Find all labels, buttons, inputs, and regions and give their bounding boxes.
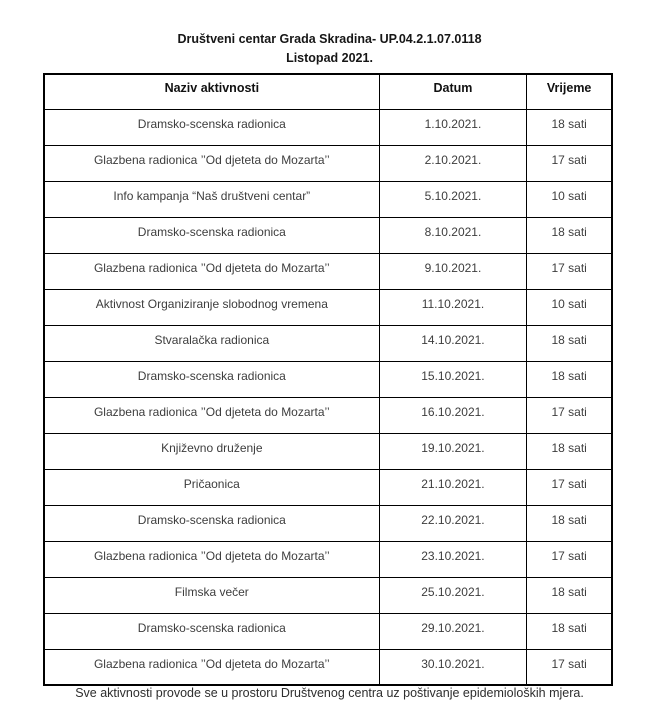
table-body bbox=[44, 109, 612, 685]
date-cell: 30.10.2021. bbox=[379, 649, 527, 685]
time-cell: 18 sati bbox=[527, 361, 612, 397]
activity-cell: Filmska večer bbox=[44, 577, 379, 613]
column-header-activity: Naziv aktivnosti bbox=[44, 74, 379, 109]
table-row bbox=[44, 109, 612, 145]
date-cell: 21.10.2021. bbox=[379, 469, 527, 505]
table-row bbox=[44, 541, 612, 577]
table-row bbox=[44, 469, 612, 505]
date-cell: 16.10.2021. bbox=[379, 397, 527, 433]
activity-cell: Glazbena radionica ’’Od djeteta do Mozarta’’ bbox=[44, 541, 379, 577]
time-cell: 17 sati bbox=[527, 469, 612, 505]
table-header-row bbox=[44, 74, 612, 109]
time-cell: 17 sati bbox=[527, 397, 612, 433]
table-row bbox=[44, 433, 612, 469]
activity-cell: Dramsko-scenska radionica bbox=[44, 109, 379, 145]
table-row bbox=[44, 289, 612, 325]
footer-note: Sve aktivnosti provode se u prostoru Društvenog centra uz poštivanje epidemioloških mjera. bbox=[75, 686, 584, 700]
activity-cell: Glazbena radionica ’’Od djeteta do Mozarta’’ bbox=[44, 253, 379, 289]
table-row bbox=[44, 325, 612, 361]
activity-cell: Glazbena radionica ’’Od djeteta do Mozarta’’ bbox=[44, 649, 379, 685]
date-cell: 2.10.2021. bbox=[379, 145, 527, 181]
time-cell: 18 sati bbox=[527, 505, 612, 541]
document-title: Društveni centar Grada Skradina- UP.04.2.1.07.0118 bbox=[177, 32, 482, 46]
activity-cell: Književno druženje bbox=[44, 433, 379, 469]
date-cell: 23.10.2021. bbox=[379, 541, 527, 577]
activity-cell: Info kampanja “Naš društveni centar” bbox=[44, 181, 379, 217]
time-cell: 18 sati bbox=[527, 433, 612, 469]
time-cell: 17 sati bbox=[527, 649, 612, 685]
column-header-time: Vrijeme bbox=[527, 74, 612, 109]
date-cell: 8.10.2021. bbox=[379, 217, 527, 253]
time-cell: 18 sati bbox=[527, 325, 612, 361]
time-cell: 17 sati bbox=[527, 541, 612, 577]
table-row bbox=[44, 361, 612, 397]
time-cell: 17 sati bbox=[527, 253, 612, 289]
table-row bbox=[44, 649, 612, 685]
time-cell: 18 sati bbox=[527, 577, 612, 613]
date-cell: 15.10.2021. bbox=[379, 361, 527, 397]
time-cell: 17 sati bbox=[527, 145, 612, 181]
table-row bbox=[44, 577, 612, 613]
time-cell: 18 sati bbox=[527, 613, 612, 649]
document-subtitle: Listopad 2021. bbox=[286, 51, 373, 65]
activity-cell: Dramsko-scenska radionica bbox=[44, 361, 379, 397]
date-cell: 19.10.2021. bbox=[379, 433, 527, 469]
date-cell: 11.10.2021. bbox=[379, 289, 527, 325]
table-row bbox=[44, 253, 612, 289]
date-cell: 22.10.2021. bbox=[379, 505, 527, 541]
table-row bbox=[44, 145, 612, 181]
table-row bbox=[44, 397, 612, 433]
table-row bbox=[44, 505, 612, 541]
date-cell: 1.10.2021. bbox=[379, 109, 527, 145]
activities-table bbox=[43, 73, 613, 686]
date-cell: 9.10.2021. bbox=[379, 253, 527, 289]
activity-cell: Glazbena radionica ’’Od djeteta do Mozarta’’ bbox=[44, 397, 379, 433]
date-cell: 5.10.2021. bbox=[379, 181, 527, 217]
activity-cell: Glazbena radionica ’’Od djeteta do Mozarta’’ bbox=[44, 145, 379, 181]
date-cell: 29.10.2021. bbox=[379, 613, 527, 649]
date-cell: 14.10.2021. bbox=[379, 325, 527, 361]
time-cell: 18 sati bbox=[527, 109, 612, 145]
date-cell: 25.10.2021. bbox=[379, 577, 527, 613]
activity-cell: Dramsko-scenska radionica bbox=[44, 505, 379, 541]
table-row bbox=[44, 217, 612, 253]
activity-cell: Dramsko-scenska radionica bbox=[44, 613, 379, 649]
time-cell: 10 sati bbox=[527, 181, 612, 217]
table-row bbox=[44, 181, 612, 217]
table-row bbox=[44, 613, 612, 649]
activity-cell: Stvaralačka radionica bbox=[44, 325, 379, 361]
activity-cell: Pričaonica bbox=[44, 469, 379, 505]
activity-cell: Aktivnost Organiziranje slobodnog vremena bbox=[44, 289, 379, 325]
activity-cell: Dramsko-scenska radionica bbox=[44, 217, 379, 253]
column-header-date: Datum bbox=[379, 74, 527, 109]
time-cell: 10 sati bbox=[527, 289, 612, 325]
time-cell: 18 sati bbox=[527, 217, 612, 253]
